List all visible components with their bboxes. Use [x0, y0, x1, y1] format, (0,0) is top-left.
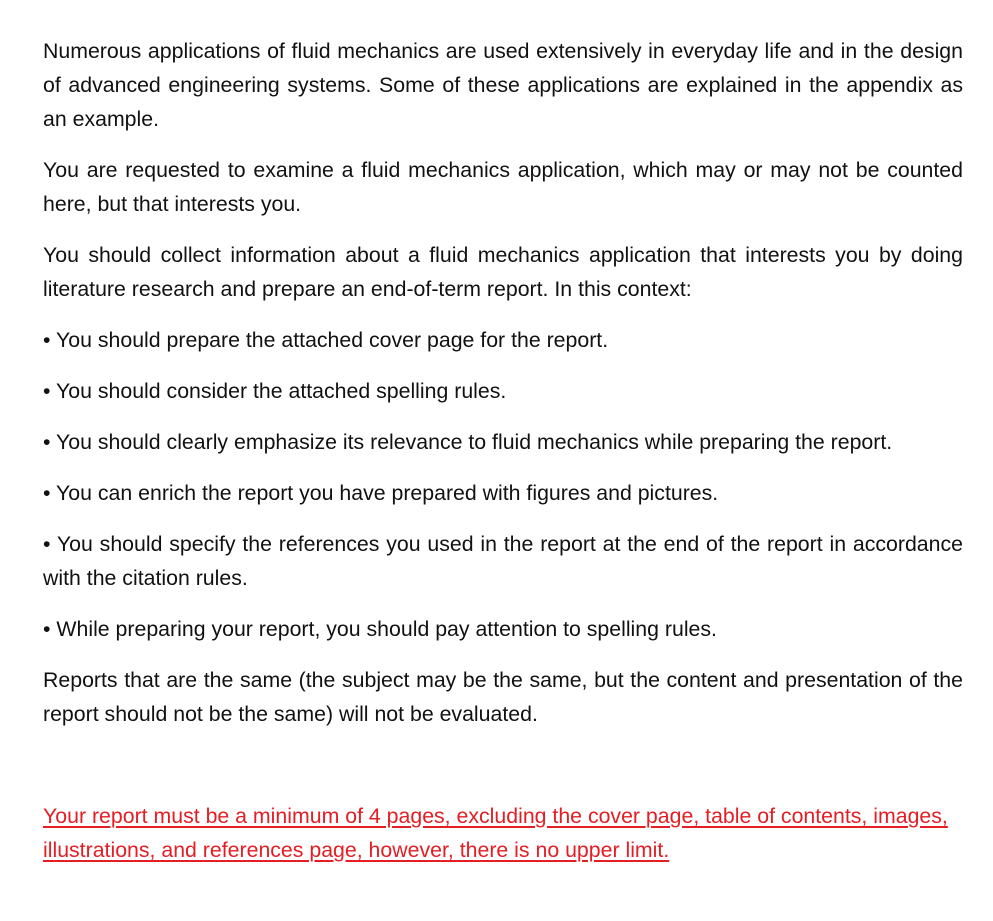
bullet-symbol: • [43, 617, 51, 641]
intro-paragraph: Numerous applications of fluid mechanics are used extensively in everyday life and in the design of advanced engineering systems. Some of these applications are explained in the appendix as an example. [43, 39, 963, 131]
page-requirement-notice: Your report must be a minimum of 4 pages, excluding the cover page, table of contents, images, illustrations, and references page, however, there is no upper limit. [43, 804, 948, 862]
bullet-symbol: • [43, 379, 51, 403]
bullet-text: You should clearly emphasize its relevance to fluid mechanics while preparing the report. [56, 430, 893, 454]
bullet-item-relevance [43, 425, 963, 459]
bullet-symbol: • [43, 532, 51, 556]
bullet-text: While preparing your report, you should pay attention to spelling rules. [56, 617, 717, 641]
bullet-item-spelling-rules [43, 374, 963, 408]
bullet-text: You should specify the references you used in the report at the end of the report in accordance with the citation rules. [43, 532, 963, 590]
bullet-text: You should prepare the attached cover page for the report. [56, 328, 609, 352]
bullet-symbol: • [43, 328, 51, 352]
bullet-item-spelling-attention [43, 612, 963, 646]
request-paragraph: You are requested to examine a fluid mechanics application, which may or may not be counted here, but that interests you. [43, 158, 963, 216]
bullet-item-references [43, 527, 963, 595]
bullet-item-figures [43, 476, 963, 510]
bullet-text: You should consider the attached spelling rules. [56, 379, 507, 403]
context-paragraph: You should collect information about a fluid mechanics application that interests you by doing literature research and prepare an end-of-term report. In this context: [43, 243, 963, 301]
bullet-text: You can enrich the report you have prepared with figures and pictures. [56, 481, 719, 505]
document-body [43, 34, 963, 888]
bullet-symbol: • [43, 430, 51, 454]
evaluation-paragraph: Reports that are the same (the subject may be the same, but the content and presentation of the report should not be the same) will not be evaluated. [43, 668, 963, 726]
bullet-item-cover-page [43, 323, 963, 357]
bullet-symbol: • [43, 481, 51, 505]
